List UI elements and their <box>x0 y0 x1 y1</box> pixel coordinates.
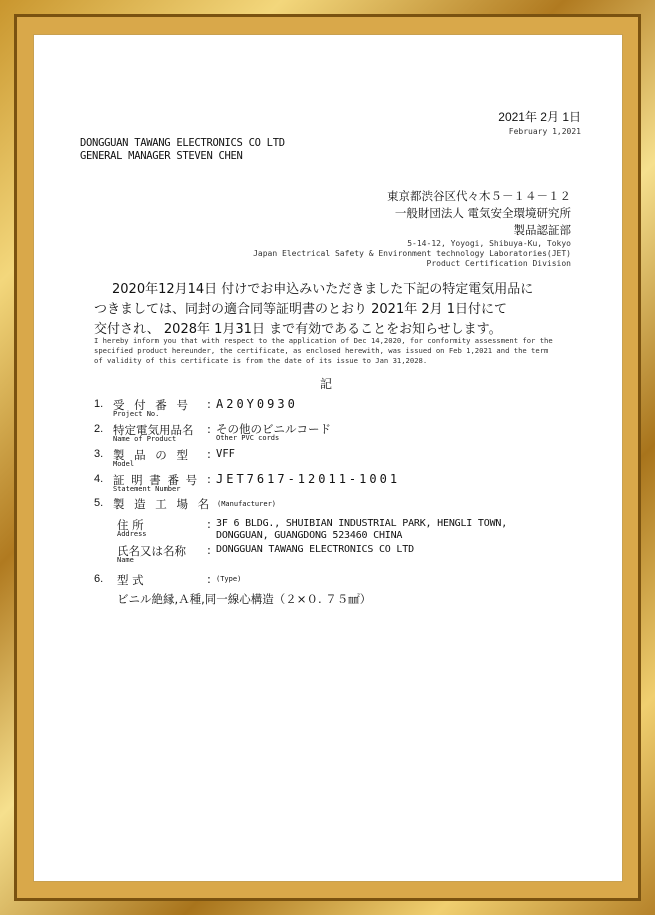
item-colon: : <box>207 447 211 461</box>
type-colon: : <box>207 572 211 586</box>
item-num: 6. <box>94 573 104 585</box>
issuer-dept-jp: 製品認証部 <box>513 223 571 237</box>
item-label-jp: 製 品 の 型 <box>113 448 191 462</box>
item-num: 5. <box>94 497 104 509</box>
item-num: 1. <box>94 398 104 410</box>
name-value: DONGGUAN TAWANG ELECTRONICS CO LTD <box>216 544 414 555</box>
body-en-line3: of validity of this certificate is from the date of its issue to Jan 31,2028. <box>94 356 428 365</box>
issuer-org-en: Japan Electrical Safety & Environment technology Laboratories(JET) <box>253 249 571 258</box>
address-label-jp: 住 所 <box>117 518 144 532</box>
address-line1: 3F 6 BLDG., SHUIBIAN INDUSTRIAL PARK, HENGLI TOWN, <box>216 518 508 529</box>
issuer-address-en: 5-14-12, Yoyogi, Shibuya-Ku, Tokyo <box>407 239 571 248</box>
item-label-jp: 証 明 書 番 号 <box>113 473 199 487</box>
item-label-jp: 受 付 番 号 <box>113 398 191 412</box>
item-num: 3. <box>94 448 104 460</box>
issuer-address-jp: 東京都渋谷区代々木５－１４－１２ <box>387 189 571 203</box>
name-colon: : <box>207 543 211 557</box>
item-label-en: Statement Number <box>113 485 181 493</box>
type-label-en: (Type) <box>216 575 242 583</box>
type-label-jp: 型 式 <box>117 573 144 587</box>
recipient-person: GENERAL MANAGER STEVEN CHEN <box>80 150 243 162</box>
body-jp-line2: つきましては、同封の適合同等証明書のとおり 2021年 2月 1日付にて <box>94 302 508 317</box>
name-label-jp: 氏名又は名称 <box>117 544 186 558</box>
address-label-en: Address <box>117 530 147 538</box>
item-colon: : <box>207 422 211 436</box>
type-value: ビニル絶縁,Ａ種,同一線心構造（２×０. ７５㎟） <box>117 592 372 606</box>
item-value-sub: Other PVC cords <box>216 434 280 442</box>
ki-heading: 記 <box>320 377 333 391</box>
address-colon: : <box>207 517 211 531</box>
item-value: VFF <box>216 448 235 460</box>
body-jp-line1: 2020年12月14日 付けでお申込みいただきました下記の特定電気用品に <box>112 282 534 297</box>
item-num: 4. <box>94 473 104 485</box>
item-value: A20Y0930 <box>216 397 298 411</box>
address-line2: DONGGUAN, GUANGDONG 523460 CHINA <box>216 530 403 541</box>
date-en: February 1,2021 <box>508 127 581 136</box>
item-label-en: Project No. <box>113 410 160 418</box>
certificate-paper <box>33 34 623 882</box>
item-colon: : <box>207 397 211 411</box>
item-num: 2. <box>94 423 104 435</box>
body-en-line2: specified product hereunder, the certificate, as enclosed herewith, was issued on Feb 1,2021 and the term <box>94 346 549 355</box>
name-label-en: Name <box>117 556 134 564</box>
item-value: JET7617-12011-1001 <box>216 472 401 486</box>
recipient-company: DONGGUAN TAWANG ELECTRONICS CO LTD <box>80 137 285 149</box>
item-value: その他のビニルコード <box>216 422 331 436</box>
body-jp-line3: 交付され、 2028年 1月31日 まで有効であることをお知らせします。 <box>94 322 502 337</box>
factory-label-en: (Manufacturer) <box>217 500 277 508</box>
date-jp: 2021年 2月 1日 <box>498 110 581 124</box>
issuer-dept-en: Product Certification Division <box>426 259 571 268</box>
item-label-jp: 特定電気用品名 <box>113 423 194 437</box>
item-label-en: Model <box>113 460 135 468</box>
body-en-line1: I hereby inform you that with respect to the application of Dec 14,2020, for conformity assessment for the <box>94 336 553 345</box>
factory-label-jp: 製 造 工 場 名 <box>113 497 213 511</box>
issuer-org-jp: 一般財団法人 電気安全環境研究所 <box>394 206 571 220</box>
item-colon: : <box>207 472 211 486</box>
item-label-en: Name of Product <box>113 435 177 443</box>
